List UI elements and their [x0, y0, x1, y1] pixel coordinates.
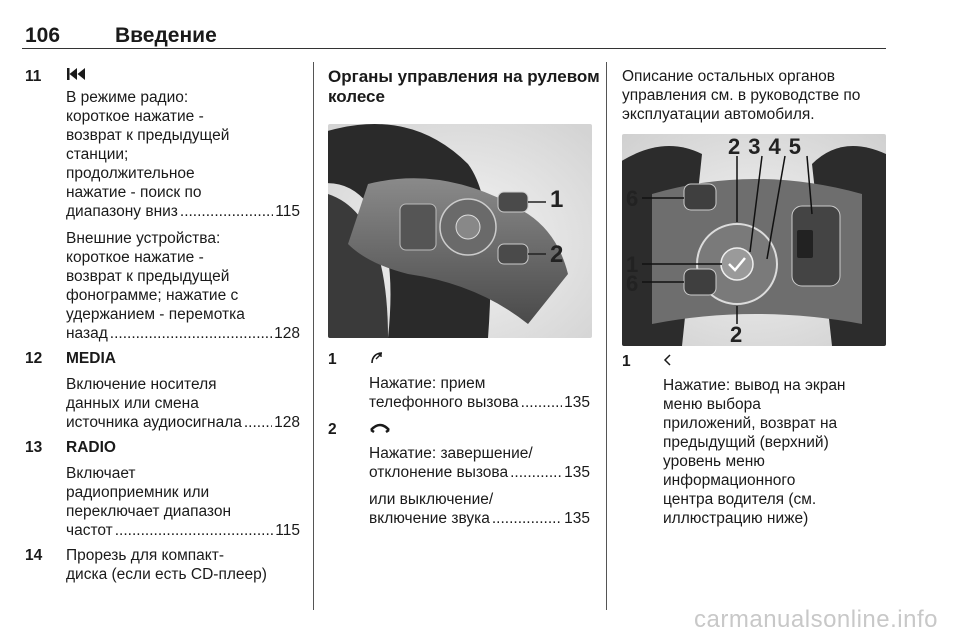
ref-page: 135 [564, 464, 590, 481]
page-reference[interactable] [66, 521, 300, 540]
text-line: фонограмме; нажатие с [66, 287, 239, 304]
image-callout-1: 1 [626, 252, 639, 277]
column-divider-2 [606, 62, 607, 610]
column-divider-1 [313, 62, 314, 610]
text-line: возврат к предыдущей [66, 127, 230, 144]
column-3 [622, 67, 887, 124]
ref-page: 135 [564, 394, 590, 411]
text-line: предыдущий (верхний) [663, 434, 829, 451]
callout-2: 2 [728, 134, 749, 159]
section-title: Органы управления на рулевом [328, 67, 600, 86]
page-title: Введение [115, 24, 217, 47]
text-line: удержанием - перемотка [66, 306, 245, 323]
item-number: 13 [25, 439, 43, 456]
page-reference[interactable] [369, 463, 590, 482]
ref-page: 128 [274, 414, 300, 431]
text-line: диска (если есть CD-плеер) [66, 566, 267, 583]
text-line: Нажатие: прием [369, 375, 486, 392]
ref-text: назад [66, 325, 108, 342]
watermark: carmanualsonline.info [694, 606, 938, 633]
column-1 [25, 67, 300, 590]
text-line: эксплуатации автомобиля. [622, 106, 815, 123]
item-heading: MEDIA [66, 350, 116, 367]
list-item-14 [25, 546, 300, 584]
text-line: радиоприемник или [66, 484, 210, 501]
text-line: продолжительное [66, 165, 195, 182]
item-number: 1 [328, 351, 337, 368]
image-callout-2-bottom: 2 [730, 322, 743, 346]
ref-text: отклонение вызова [369, 464, 509, 481]
page-reference[interactable] [66, 413, 300, 432]
image-callout-2: 2 [550, 241, 564, 268]
item-number: 2 [328, 421, 337, 438]
text-line: В режиме радио: [66, 89, 189, 106]
ref-text: телефонного вызова [369, 394, 519, 411]
steering-wheel-illustration-left [328, 124, 592, 338]
ref-page: 135 [564, 510, 590, 527]
text-line: центра водителя (см. [663, 491, 817, 508]
text-line: данных или смена [66, 395, 199, 412]
item-number: 1 [622, 353, 631, 370]
section-title: колесе [328, 87, 385, 106]
image-callout-6-top: 6 [626, 186, 639, 211]
image-callout-6-bottom: 6 [626, 271, 639, 296]
item-heading: RADIO [66, 439, 116, 456]
text-line: Включает [66, 465, 136, 482]
ref-text: частот [66, 522, 113, 539]
list-item-13 [25, 438, 300, 540]
ref-text: включение звука [369, 510, 490, 527]
text-line: нажатие - поиск по [66, 184, 202, 201]
text-line: Включение носителя [66, 376, 217, 393]
list-item-1-right [622, 352, 887, 528]
text-line: меню выбора [663, 396, 761, 413]
text-line: иллюстрацию ниже) [663, 510, 809, 527]
callout-4: 4 [768, 134, 789, 159]
page-reference[interactable] [369, 509, 590, 528]
page-reference[interactable] [369, 393, 590, 412]
text-line: уровень меню [663, 453, 765, 470]
list-item-1 [328, 350, 590, 412]
callout-5: 5 [788, 134, 809, 159]
text-line: переключает диапазон [66, 503, 232, 520]
image-callout-1: 1 [550, 186, 564, 213]
ref-page: 128 [274, 325, 300, 342]
text-line: Нажатие: завершение/ [369, 445, 533, 462]
column-2 [328, 67, 598, 107]
ref-page: 115 [275, 522, 300, 539]
ref-page: 115 [275, 203, 300, 220]
text-line: короткое нажатие - [66, 249, 204, 266]
item-number: 12 [25, 350, 43, 367]
text-line: станции; [66, 146, 129, 163]
list-item-2 [328, 420, 590, 528]
list-item-12 [25, 349, 300, 432]
chevron-left-icon [663, 352, 887, 374]
text-line: приложений, возврат на [663, 415, 838, 432]
text-line: Нажатие: вывод на экран [663, 377, 846, 394]
page-number: 106 [25, 24, 61, 47]
ref-text: диапазону вниз [66, 203, 178, 220]
page-reference[interactable] [66, 324, 300, 343]
ref-text: источника аудиосигнала [66, 414, 242, 431]
list-item-11 [25, 67, 300, 343]
column-2-list [328, 350, 590, 534]
callout-3: 3 [748, 134, 769, 159]
phone-hangup-icon [369, 420, 590, 442]
text-line: Описание остальных органов [622, 68, 836, 85]
page-reference[interactable] [66, 202, 300, 221]
text-line: короткое нажатие - [66, 108, 204, 125]
text-line: Прорезь для компакт- [66, 547, 225, 564]
text-line: или выключение/ [369, 491, 494, 508]
item-number: 11 [25, 68, 42, 85]
image-callout-top [728, 134, 809, 160]
phone-answer-icon [369, 350, 590, 372]
skip-back-icon [66, 67, 300, 88]
header-rule [22, 48, 886, 49]
item-number: 14 [25, 547, 43, 564]
column-3-list [622, 352, 887, 534]
text-line: возврат к предыдущей [66, 268, 230, 285]
text-line: информационного [663, 472, 796, 489]
text-line: Внешние устройства: [66, 230, 221, 247]
text-line: управления см. в руководстве по [622, 87, 861, 104]
steering-wheel-illustration-right [622, 134, 886, 346]
